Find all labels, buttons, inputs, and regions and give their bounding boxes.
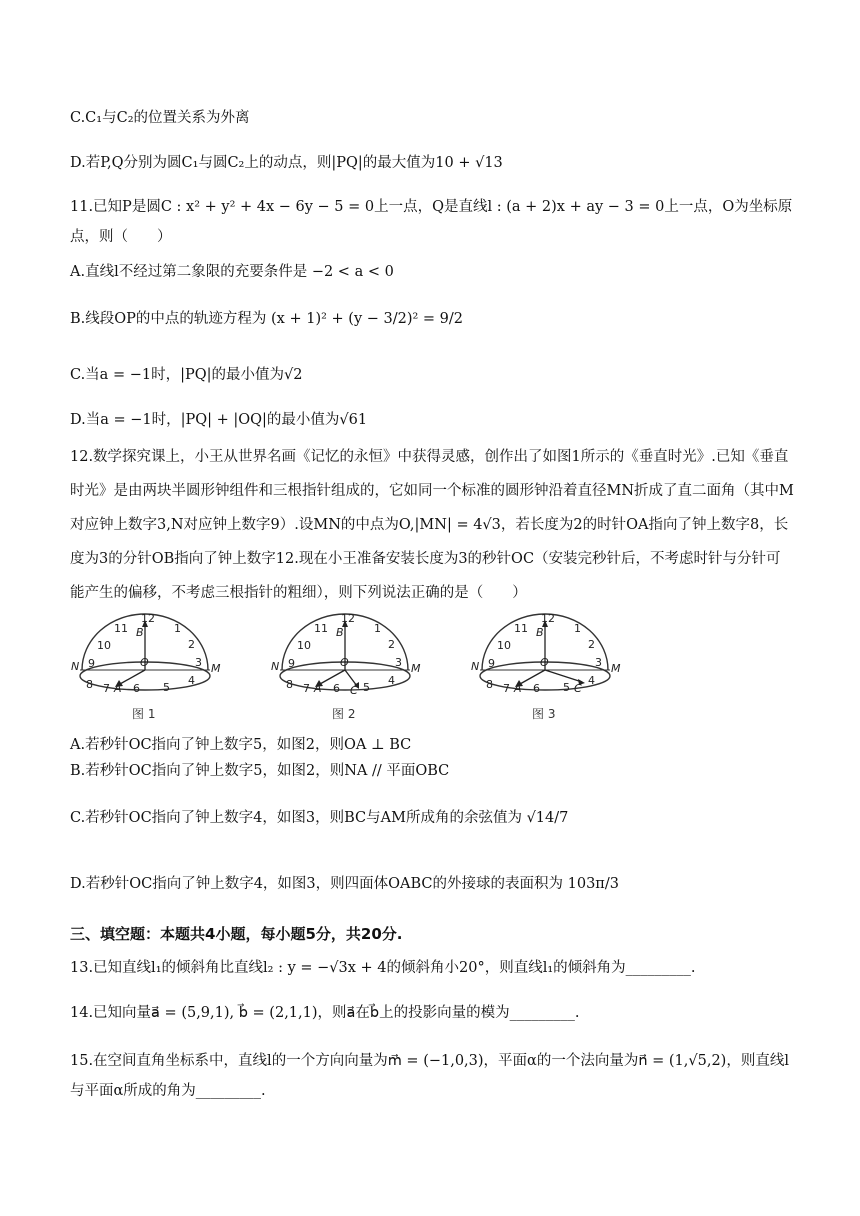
q11-option-b: B.线段OP的中点的轨迹方程为 (x + 1)² + (y − 3/2)² = 9/2 xyxy=(70,311,464,327)
point-label-m: M xyxy=(611,662,621,675)
q11-option-a: A.直线l不经过第二象限的充要条件是 −2 < a < 0 xyxy=(70,264,394,280)
point-label-a: A xyxy=(314,682,322,695)
clock-number: 5 xyxy=(363,681,370,694)
clock-number: 2 xyxy=(388,638,395,651)
q14: 14.已知向量a⃗ = (5,9,1), b⃗ = (2,1,1)，则a⃗在b⃗上的投影向量的模为_________. xyxy=(70,1005,580,1021)
clock-number: 2 xyxy=(188,638,195,651)
point-label-c: C xyxy=(574,682,582,695)
clock-number: 10 xyxy=(97,639,111,652)
q15: 15.在空间直角坐标系中，直线l的一个方向向量为m⃗ = (−1,0,3)，平面α的一个法向量为n⃗ = (1,√5,2)，则直线l与平面α所成的角为_________. xyxy=(70,1053,789,1099)
q11-stem: 11.已知P是圆C : x² + y² + 4x − 6y − 5 = 0上一点，Q是直线l : (a + 2)x + ay − 3 = 0上一点，O为坐标原点，则（ ） xyxy=(70,199,793,245)
clock-number: 10 xyxy=(497,639,511,652)
q12-option-d: D.若秒针OC指向了钟上数字4，如图3，则四面体OABC的外接球的表面积为 103π/3 xyxy=(70,876,619,892)
point-label-n: N xyxy=(471,660,480,673)
clock-number: 9 xyxy=(488,657,495,670)
clock-number: 7 xyxy=(103,682,110,695)
point-label-b: B xyxy=(336,626,344,639)
point-label-b: B xyxy=(136,626,144,639)
section-3-heading: 三、填空题：本题共4小题，每小题5分，共20分. xyxy=(70,925,403,943)
clock-figure-3 xyxy=(471,612,621,721)
q10-option-d: D.若P,Q分别为圆C₁与圆C₂上的动点，则|PQ|的最大值为10 + √13 xyxy=(70,155,503,171)
point-label-m: M xyxy=(411,662,421,675)
q11-option-c: C.当a = −1时，|PQ|的最小值为√2 xyxy=(70,367,303,383)
clock-number: 4 xyxy=(388,674,395,687)
point-label-a: A xyxy=(514,682,522,695)
clock-number: 1 xyxy=(174,622,181,635)
clock-number: 7 xyxy=(503,682,510,695)
clock-number: 10 xyxy=(297,639,311,652)
q11-option-d: D.当a = −1时，|PQ| + |OQ|的最小值为√61 xyxy=(70,412,368,428)
clock-number: 12 xyxy=(341,612,355,625)
clock-number: 3 xyxy=(195,656,202,669)
point-label-b: B xyxy=(536,626,544,639)
clock-number: 12 xyxy=(141,612,155,625)
figure-caption: 图 3 xyxy=(532,707,556,721)
clock-number: 11 xyxy=(514,622,528,635)
q13: 13.已知直线l₁的倾斜角比直线l₂ : y = −√3x + 4的倾斜角小20°，则直线l₁的倾斜角为_________. xyxy=(70,960,696,976)
figure-caption: 图 1 xyxy=(132,707,156,721)
clock-number: 8 xyxy=(286,678,293,691)
clock-number: 9 xyxy=(288,657,295,670)
clock-number: 8 xyxy=(486,678,493,691)
point-label-a: A xyxy=(114,682,122,695)
q12-stem: 12.数学探究课上，小王从世界名画《记忆的永恒》中获得灵感，创作出了如图1所示的《垂直时光》.已知《垂直时光》是由两块半圆形钟组件和三根指针组成的，它如同一个标准的圆形钟沿着直径MN折成了直二面角（其中M对应钟上数字3,N对应钟上数字9）.设MN的中点为O,|MN| = 4√3，若长度为2的时针OA指向了钟上数字8，长度为3的分针OB指向了钟上数字12.现在小王准备安装长度为3的秒针OC（安装完秒针后，不考虑时针与分针可能产生的偏移，不考虑三根指针的粗细），则下列说法正确的是（ ） xyxy=(70,449,794,601)
clock-number: 5 xyxy=(163,681,170,694)
point-label-o: O xyxy=(340,656,349,669)
clock-number: 5 xyxy=(563,681,570,694)
point-label-n: N xyxy=(71,660,80,673)
clock-number: 1 xyxy=(374,622,381,635)
clock-number: 3 xyxy=(595,656,602,669)
clock-number: 4 xyxy=(588,674,595,687)
point-label-o: O xyxy=(140,656,149,669)
clock-number: 6 xyxy=(133,682,140,695)
clock-number: 3 xyxy=(395,656,402,669)
clock-number: 11 xyxy=(314,622,328,635)
clock-figure-2 xyxy=(271,612,421,721)
clock-figure-1 xyxy=(71,612,221,721)
clock-number: 6 xyxy=(333,682,340,695)
clock-number: 9 xyxy=(88,657,95,670)
clock-number: 4 xyxy=(188,674,195,687)
clock-number: 2 xyxy=(588,638,595,651)
point-label-m: M xyxy=(211,662,221,675)
point-label-n: N xyxy=(271,660,280,673)
q12-option-a: A.若秒针OC指向了钟上数字5，如图2，则OA ⊥ BC xyxy=(70,737,412,753)
clock-number: 11 xyxy=(114,622,128,635)
clock-number: 6 xyxy=(533,682,540,695)
q10-option-c: C.C₁与C₂的位置关系为外离 xyxy=(70,110,250,126)
clock-number: 1 xyxy=(574,622,581,635)
clock-number: 8 xyxy=(86,678,93,691)
clock-number: 12 xyxy=(541,612,555,625)
point-label-o: O xyxy=(540,656,549,669)
figure-caption: 图 2 xyxy=(332,707,356,721)
q12-figures xyxy=(70,608,670,726)
q12-option-c: C.若秒针OC指向了钟上数字4，如图3，则BC与AM所成角的余弦值为 √14/7 xyxy=(70,810,569,826)
q12-option-b: B.若秒针OC指向了钟上数字5，如图2，则NA // 平面OBC xyxy=(70,763,450,779)
clock-number: 7 xyxy=(303,682,310,695)
point-label-c: C xyxy=(350,684,358,697)
